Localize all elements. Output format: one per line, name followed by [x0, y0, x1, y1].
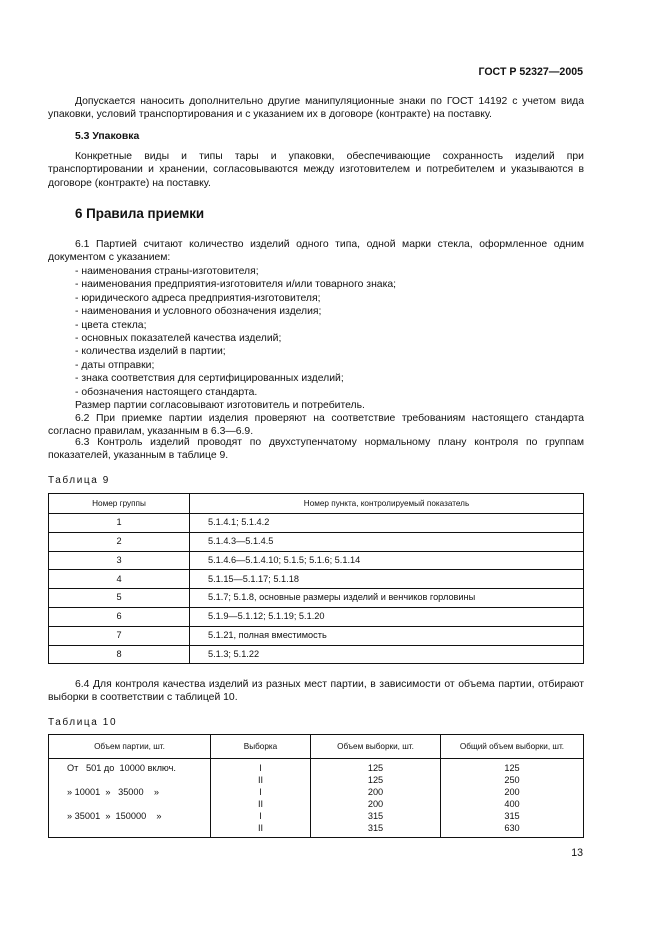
table-row	[49, 626, 584, 645]
paragraph-6-1: 6.1 Партией считают количество изделий одного типа, одной марки стекла, оформленное одним документом с указанием:	[48, 239, 584, 264]
table10-total-size-column	[441, 759, 584, 838]
sample-size: 315	[367, 811, 384, 821]
table10-header-lot-size: Объем партии, шт.	[49, 735, 211, 759]
total-size: 250	[504, 775, 520, 785]
spacer	[49, 774, 210, 786]
table9-header-group: Номер группы	[49, 494, 190, 514]
table9-item-cell: 5.1.7; 5.1.8, основные размеры изделий и венчиков горловины	[190, 589, 584, 608]
table-row	[49, 551, 584, 570]
table9-group-cell: 7	[49, 626, 190, 645]
document-id: ГОСТ Р 52327—2005	[478, 66, 583, 78]
table-9	[48, 493, 584, 664]
sample-number: II	[257, 775, 264, 785]
total-size: 630	[504, 823, 520, 833]
list-item: - основных показателей качества изделий;	[75, 333, 282, 345]
table9-group-cell: 4	[49, 570, 190, 589]
table9-group-cell: 3	[49, 551, 190, 570]
table9-group-cell: 6	[49, 607, 190, 626]
lot-range: » 35001 » 150000 »	[67, 811, 162, 821]
sample-number: II	[257, 823, 264, 833]
list-item: Размер партии согласовывают изготовитель и потребитель.	[75, 400, 365, 412]
list-item: - цвета стекла;	[75, 319, 147, 331]
total-size: 315	[504, 811, 520, 821]
table9-caption: Таблица 9	[48, 475, 110, 486]
table9-group-cell: 5	[49, 589, 190, 608]
list-item: - обозначения настоящего стандарта.	[75, 386, 258, 398]
total-size: 200	[504, 787, 520, 797]
total-size: 400	[504, 799, 520, 809]
table10-sample-size-column	[311, 759, 441, 838]
sample-number: I	[259, 811, 262, 821]
table-10	[48, 734, 584, 838]
table10-header-sample-size: Объем выборки, шт.	[311, 735, 441, 759]
table-row	[49, 759, 584, 838]
list-item: - наименования и условного обозначения изделия;	[75, 306, 322, 318]
table9-item-cell: 5.1.21, полная вместимость	[190, 626, 584, 645]
sample-size: 200	[367, 787, 384, 797]
paragraph-6-4: 6.4 Для контроля качества изделий из разных мест партии, в зависимости от объема партии, отбирают выборки в соответствии с таблицей 10.	[48, 679, 584, 704]
section-heading-5-3: 5.3 Упаковка	[75, 131, 140, 142]
list-item: - юридического адреса предприятия-изготовителя;	[75, 292, 321, 304]
list-item: - количества изделий в партии;	[75, 346, 226, 358]
table10-header-total-size: Общий объем выборки, шт.	[441, 735, 584, 759]
sample-size: 125	[367, 763, 384, 773]
paragraph-packaging: Конкретные виды и типы тары и упаковки, обеспечивающие сохранность изделий при транспортировании и хранении, согласовываются между изготовителем и потребителем и указываются в договоре (контракте) на поставку.	[48, 151, 584, 189]
table-row	[49, 607, 584, 626]
table-row	[49, 645, 584, 664]
paragraph-6-2: 6.2 При приемке партии изделия проверяют на соответствие требованиям настоящего стандарта согласно правилам, указанным в 6.3—6.9.	[48, 413, 584, 438]
sample-number: II	[257, 799, 264, 809]
spacer	[49, 798, 210, 810]
table9-group-cell: 2	[49, 532, 190, 551]
sample-number: I	[259, 787, 262, 797]
table10-sample-column	[211, 759, 311, 838]
list-item: - наименования предприятия-изготовителя и/или товарного знака;	[75, 279, 397, 291]
table9-group-cell: 8	[49, 645, 190, 664]
page-number: 13	[571, 847, 583, 859]
table9-header-item: Номер пункта, контролируемый показатель	[190, 494, 584, 514]
lot-range: От 501 до 10000 включ.	[67, 763, 176, 773]
table9-item-cell: 5.1.4.3—5.1.4.5	[190, 532, 584, 551]
table10-caption: Таблица 10	[48, 717, 118, 728]
table9-item-cell: 5.1.3; 5.1.22	[190, 645, 584, 664]
total-size: 125	[504, 763, 520, 773]
table9-item-cell: 5.1.4.1; 5.1.4.2	[190, 514, 584, 533]
list-item: - знака соответствия для сертифицированных изделий;	[75, 373, 344, 385]
list-item: - даты отправки;	[75, 359, 155, 371]
sample-number: I	[259, 763, 262, 773]
paragraph-markings: Допускается наносить дополнительно другие манипуляционные знаки по ГОСТ 14192 с учетом вида упаковки, условий транспортирования и с указанием их в договоре (контракте) на поставку.	[48, 96, 584, 121]
section-heading-6: 6 Правила приемки	[75, 206, 205, 221]
table-row	[49, 532, 584, 551]
sample-size: 315	[367, 823, 384, 833]
table-row	[49, 570, 584, 589]
table-row	[49, 589, 584, 608]
table10-lot-column	[49, 759, 211, 838]
paragraph-6-3: 6.3 Контроль изделий проводят по двухступенчатому нормальному плану контроля по группам показателей, указанным в таблице 9.	[48, 437, 584, 462]
spacer	[49, 822, 210, 834]
table9-item-cell: 5.1.15—5.1.17; 5.1.18	[190, 570, 584, 589]
lot-document-list	[75, 265, 396, 412]
sample-size: 200	[367, 799, 384, 809]
table9-item-cell: 5.1.9—5.1.12; 5.1.19; 5.1.20	[190, 607, 584, 626]
table9-item-cell: 5.1.4.6—5.1.4.10; 5.1.5; 5.1.6; 5.1.14	[190, 551, 584, 570]
table-row	[49, 514, 584, 533]
list-item: - наименования страны-изготовителя;	[75, 266, 259, 277]
sample-size: 125	[367, 775, 384, 785]
table9-group-cell: 1	[49, 514, 190, 533]
lot-range: » 10001 » 35000 »	[67, 787, 159, 797]
table10-header-sample: Выборка	[211, 735, 311, 759]
